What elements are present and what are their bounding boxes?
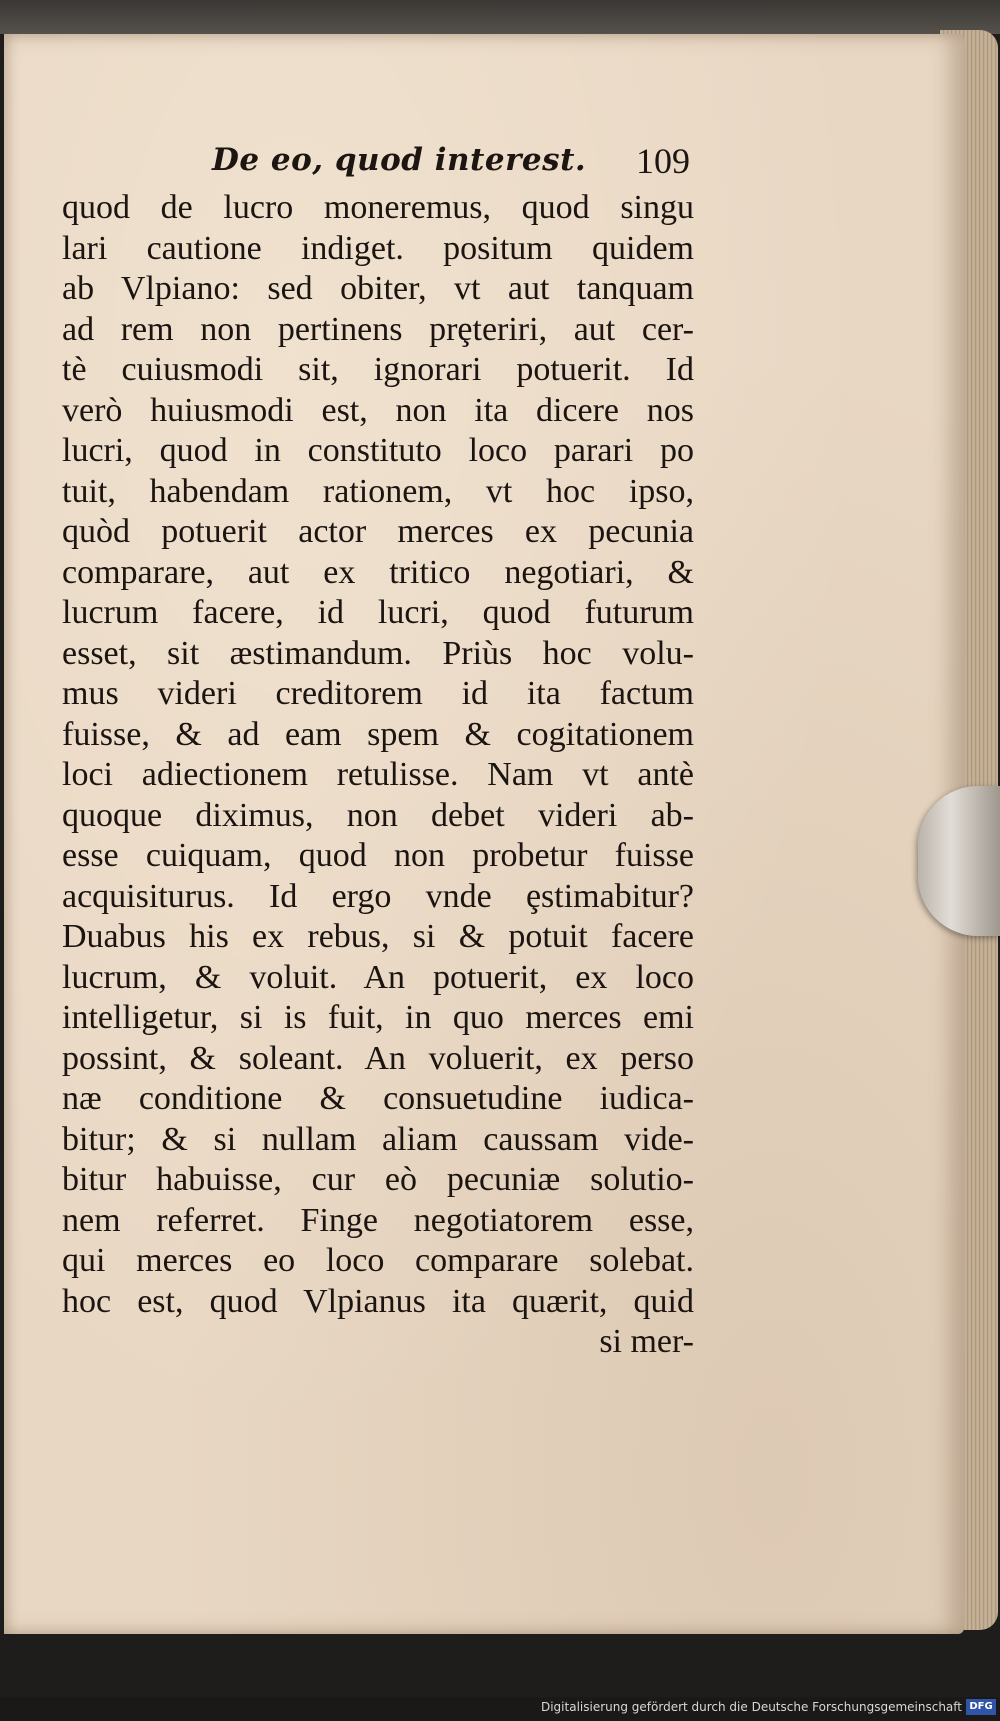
running-head: De eo, quod interest. xyxy=(212,142,587,178)
text-line: lari cautione indiget. positum quidem xyxy=(62,229,694,267)
page-number: 109 xyxy=(636,141,690,181)
text-line: loci adiectionem retulisse. Nam vt antè xyxy=(62,756,694,793)
text-line: quod de lucro moneremus, quod singu xyxy=(62,189,694,226)
text-line: esset, sit æstimandum. Priùs hoc volu- xyxy=(62,634,694,672)
body-text xyxy=(62,188,694,1363)
text-line: lucrum, & voluit. An potuerit, ex loco xyxy=(62,958,694,996)
text-line: acquisiturus. Id ergo vnde ȩstimabitur? xyxy=(62,877,694,915)
text-line: comparare, aut ex tritico negotiari, & xyxy=(62,553,694,591)
dfg-logo: DFG xyxy=(966,1699,996,1715)
text-line: si mer- xyxy=(599,1323,694,1360)
digitization-credit: Digitalisierung gefördert durch die Deutsche Forschungsgemeinschaft xyxy=(540,1700,962,1714)
page-header xyxy=(60,138,690,184)
text-line: intelligetur, si is fuit, in quo merces emi xyxy=(62,999,694,1036)
text-line: quoque diximus, non debet videri ab- xyxy=(62,796,694,834)
text-line: nem referret. Finge negotiatorem esse, xyxy=(62,1201,694,1239)
scanner-board xyxy=(0,0,1000,34)
text-line: lucrum facere, id lucri, quod futurum xyxy=(62,594,694,631)
text-line: mus videri creditorem id ita factum xyxy=(62,675,694,712)
text-line: qui merces eo loco comparare solebat. xyxy=(62,1242,694,1279)
text-line: ab Vlpiano: sed obiter, vt aut tanquam xyxy=(62,270,694,307)
book-clip xyxy=(918,786,1000,936)
text-line: fuisse, & ad eam spem & cogitationem xyxy=(62,715,694,753)
text-line: lucri, quod in constituto loco parari po xyxy=(62,432,694,469)
text-line: verò huiusmodi est, non ita dicere nos xyxy=(62,391,694,429)
text-line: esse cuiquam, quod non probetur fuisse xyxy=(62,837,694,874)
text-line: tuit, habendam rationem, vt hoc ipso, xyxy=(62,472,694,510)
text-line: Duabus his ex rebus, si & potuit facere xyxy=(62,918,694,955)
text-line: possint, & soleant. An voluerit, ex perso xyxy=(62,1039,694,1077)
text-line: tè cuiusmodi sit, ignorari potuerit. Id xyxy=(62,351,694,388)
text-line: quòd potuerit actor merces ex pecunia xyxy=(62,513,694,550)
text-line: bitur habuisse, cur eò pecuniæ solutio- xyxy=(62,1161,694,1198)
text-line: hoc est, quod Vlpianus ita quærit, quid xyxy=(62,1282,694,1320)
text-line: næ conditione & consuetudine iudica- xyxy=(62,1080,694,1117)
text-line: ad rem non pertinens prȩteriri, aut cer- xyxy=(62,310,694,348)
text-line: bitur; & si nullam aliam caussam vide- xyxy=(62,1120,694,1158)
